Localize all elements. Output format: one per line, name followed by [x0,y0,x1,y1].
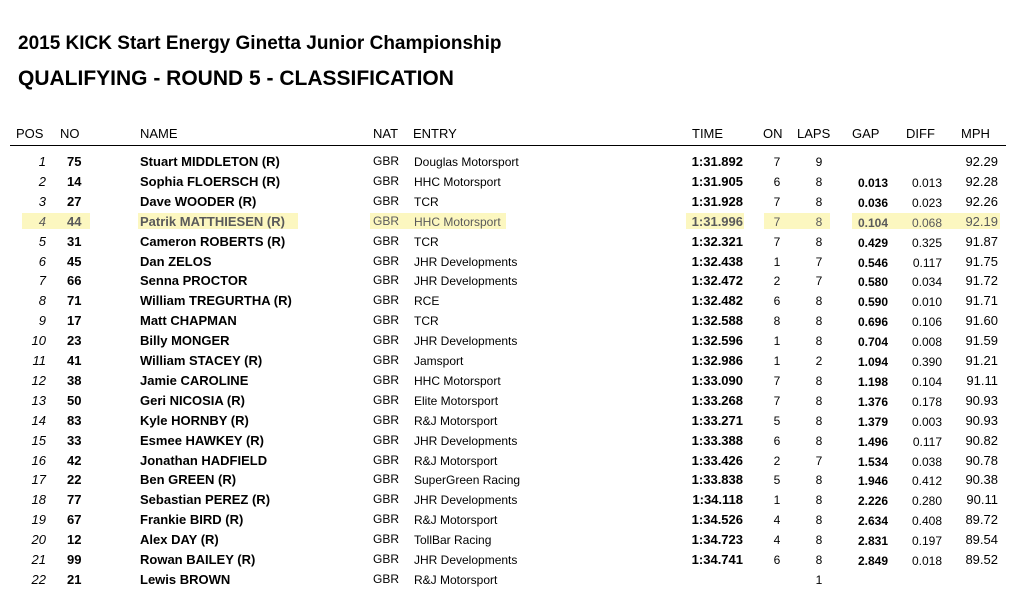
cell-entry: HHC Motorsport [414,174,501,189]
cell-mph: 91.71 [965,293,998,309]
cell-diff: 0.038 [911,454,942,469]
cell-name: Sebastian PEREZ (R) [140,492,271,508]
cell-nat: GBR [373,193,400,208]
cell-diff: 0.008 [911,335,942,350]
cell-entry: RCE [414,294,440,309]
cell-name: Senna PROCTOR [140,273,248,289]
cell-on: 6 [773,174,781,189]
cell-time: 1:34.118 [692,492,743,508]
header-entry: ENTRY [413,126,457,141]
table-row [0,290,1024,310]
cell-nat: GBR [373,233,400,248]
cell-nat: GBR [373,213,400,228]
cell-pos: 6 [38,253,46,269]
header-gap: GAP [852,126,880,141]
cell-on: 1 [773,493,781,508]
cell-time: 1:34.723 [691,532,743,548]
cell-name: Cameron ROBERTS (R) [140,233,286,249]
cell-mph: 91.87 [965,233,998,249]
cell-mph: 90.82 [965,432,998,448]
cell-entry: R&J Motorsport [414,513,498,528]
cell-on: 4 [773,513,781,528]
cell-on: 7 [773,393,781,408]
header-nat: NAT [373,126,399,141]
cell-diff: 0.280 [911,494,942,509]
cell-on: 6 [773,553,781,567]
cell-gap: 0.104 [857,215,888,230]
cell-gap: 0.429 [857,235,888,250]
header-mph: MPH [961,126,990,141]
cell-mph: 92.29 [965,154,998,169]
cell-no: 22 [67,472,82,488]
cell-gap: 2.831 [857,534,888,549]
cell-laps: 8 [815,493,823,508]
cell-name: Alex DAY (R) [140,532,219,548]
cell-gap: 0.696 [857,315,888,330]
cell-no: 27 [67,193,82,209]
header-name: NAME [140,126,178,141]
cell-time: 1:31.892 [691,154,743,169]
table-row [0,549,1024,569]
cell-entry: JHR Developments [414,334,518,349]
cell-no: 12 [67,532,82,548]
cell-name: Dave WOODER (R) [140,193,257,209]
cell-on: 7 [773,214,781,229]
cell-time: 1:33.268 [691,392,743,408]
cell-name: Jonathan HADFIELD [140,452,268,468]
cell-no: 21 [67,571,82,587]
cell-on: 7 [773,155,781,169]
cell-name: William STACEY (R) [140,353,263,368]
cell-mph: 90.78 [965,452,998,468]
cell-gap: 1.376 [857,394,888,409]
cell-name: Frankie BIRD (R) [140,512,244,528]
table-row [0,469,1024,489]
cell-laps: 9 [815,155,823,169]
table-row [0,390,1024,410]
cell-laps: 8 [815,473,823,488]
cell-mph: 89.54 [965,532,998,548]
cell-diff: 0.023 [911,195,942,210]
cell-laps: 8 [815,413,823,428]
cell-gap: 0.580 [857,275,888,290]
cell-nat: GBR [373,532,400,547]
cell-nat: GBR [373,392,400,407]
cell-on: 5 [773,413,781,428]
cell-entry: R&J Motorsport [414,453,498,468]
cell-name: Ben GREEN (R) [140,472,237,488]
cell-gap: 0.590 [857,295,888,310]
cell-entry: JHR Developments [414,254,518,269]
cell-no: 71 [67,293,82,309]
cell-nat: GBR [373,353,400,367]
cell-entry: JHR Developments [414,493,518,508]
cell-gap: 0.036 [857,195,888,210]
cell-mph: 90.93 [965,412,998,428]
cell-pos: 22 [31,571,46,587]
cell-on: 5 [773,473,781,488]
cell-name: Kyle HORNBY (R) [140,412,249,428]
cell-pos: 8 [38,293,46,309]
header-divider [10,145,1006,146]
table-row [0,529,1024,549]
cell-mph: 90.11 [966,492,998,508]
cell-nat: GBR [373,273,400,288]
cell-time: 1:32.588 [691,313,743,329]
cell-nat: GBR [373,412,400,427]
cell-diff: 0.104 [911,374,942,389]
cell-entry: JHR Developments [414,553,518,567]
cell-time: 1:34.741 [691,552,743,567]
cell-time: 1:31.928 [691,193,743,209]
cell-no: 17 [67,313,82,329]
cell-time: 1:33.090 [691,372,743,388]
cell-name: William TREGURTHA (R) [140,293,292,309]
cell-diff: 0.034 [911,275,942,290]
cell-time: 1:33.838 [691,472,743,488]
cell-entry: HHC Motorsport [414,373,501,388]
cell-gap: 1.534 [857,454,888,469]
cell-pos: 2 [38,173,46,189]
cell-on: 1 [773,334,781,349]
cell-entry: TCR [414,314,439,329]
cell-time: 1:32.321 [691,233,743,249]
cell-no: 66 [67,273,82,289]
cell-no: 77 [67,492,82,508]
cell-no: 23 [67,333,82,349]
table-row [0,410,1024,430]
cell-entry: Elite Motorsport [414,393,499,408]
cell-gap: 2.849 [857,554,888,568]
cell-time: 1:33.426 [691,452,743,468]
cell-gap: 1.379 [857,414,888,429]
cell-laps: 7 [815,254,823,269]
table-row [0,171,1024,191]
cell-diff: 0.117 [912,255,942,270]
cell-pos: 4 [38,213,46,229]
cell-no: 33 [67,432,82,448]
cell-pos: 1 [38,154,46,169]
cell-time: 1:31.905 [691,173,743,189]
cell-gap: 2.226 [857,494,888,509]
cell-laps: 8 [815,214,823,229]
cell-no: 50 [67,392,82,408]
cell-pos: 7 [38,273,46,289]
table-row [0,251,1024,271]
cell-on: 2 [773,274,781,289]
cell-laps: 8 [815,334,823,349]
cell-no: 41 [67,353,82,368]
cell-laps: 8 [815,373,823,388]
cell-diff: 0.408 [911,514,942,529]
cell-diff: 0.325 [911,235,942,250]
cell-on: 6 [773,433,781,448]
cell-on: 6 [773,294,781,309]
cell-laps: 8 [815,393,823,408]
cell-time: 1:32.438 [691,253,743,269]
cell-pos: 5 [38,233,46,249]
cell-laps: 8 [815,513,823,528]
cell-diff: 0.013 [911,175,942,190]
cell-entry: JHR Developments [414,433,518,448]
cell-on: 4 [773,533,781,548]
cell-name: Geri NICOSIA (R) [140,392,245,408]
document-title: 2015 KICK Start Energy Ginetta Junior Championship [18,33,502,54]
cell-laps: 8 [815,314,823,329]
cell-laps: 8 [815,553,823,567]
cell-time: 1:31.996 [691,213,743,229]
cell-mph: 89.52 [965,552,998,567]
cell-pos: 20 [31,532,46,548]
cell-nat: GBR [373,492,400,507]
cell-no: 31 [67,233,82,249]
table-row [0,489,1024,509]
cell-pos: 16 [31,452,46,468]
cell-entry: SuperGreen Racing [414,473,521,488]
table-row [0,370,1024,390]
cell-gap: 1.198 [857,374,888,389]
cell-on: 7 [773,194,781,209]
cell-nat: GBR [373,432,400,447]
table-row [0,270,1024,290]
cell-diff: 0.178 [911,394,942,409]
cell-gap: 0.704 [857,335,888,350]
header-laps: LAPS [797,126,831,141]
cell-nat: GBR [373,253,400,268]
table-row [0,310,1024,330]
cell-mph: 91.21 [965,353,998,368]
cell-nat: GBR [373,452,400,467]
cell-nat: GBR [373,313,400,328]
cell-pos: 14 [31,412,46,428]
cell-no: 42 [67,452,82,468]
cell-gap: 2.634 [857,514,888,529]
cell-no: 75 [67,154,82,169]
cell-mph: 90.38 [965,472,998,488]
cell-diff: 0.117 [912,434,942,449]
cell-time: 1:32.986 [691,353,743,368]
cell-laps: 8 [815,294,823,309]
cell-diff: 0.068 [911,215,942,230]
cell-name: Stuart MIDDLETON (R) [140,154,280,169]
cell-time: 1:32.596 [691,333,743,349]
cell-on: 2 [773,453,781,468]
table-row [0,509,1024,529]
cell-entry: Jamsport [414,354,464,368]
cell-gap: 1.946 [857,474,888,489]
cell-name: Billy MONGER [140,333,230,349]
cell-on: 8 [773,314,781,329]
cell-nat: GBR [373,472,400,487]
cell-nat: GBR [373,512,400,527]
table-row [0,430,1024,450]
cell-laps: 8 [815,433,823,448]
cell-name: Patrik MATTHIESEN (R) [140,213,285,229]
cell-mph: 92.28 [965,173,998,189]
cell-pos: 10 [31,333,46,349]
cell-nat: GBR [373,154,400,168]
cell-nat: GBR [373,333,400,348]
cell-pos: 12 [31,372,46,388]
cell-on: 7 [773,373,781,388]
cell-mph: 91.72 [965,273,998,289]
cell-nat: GBR [373,571,400,586]
cell-laps: 7 [815,274,823,289]
cell-mph: 89.72 [965,512,998,528]
cell-laps: 8 [815,194,823,209]
cell-diff: 0.010 [911,295,942,310]
cell-name: Sophia FLOERSCH (R) [140,173,281,189]
cell-mph: 91.59 [965,333,998,349]
cell-entry: JHR Developments [414,274,518,289]
cell-no: 99 [67,552,82,567]
cell-no: 83 [67,412,82,428]
cell-entry: TCR [414,234,439,249]
cell-entry: HHC Motorsport [414,214,501,229]
header-time: TIME [692,126,724,141]
table-row [0,231,1024,251]
cell-name: Dan ZELOS [140,253,212,269]
cell-name: Matt CHAPMAN [140,313,237,329]
cell-pos: 13 [31,392,46,408]
cell-mph: 90.93 [965,392,998,408]
header-no: NO [60,126,80,141]
cell-entry: TCR [414,194,439,209]
cell-diff: 0.018 [911,554,942,568]
cell-time: 1:33.271 [691,412,743,428]
table-row [0,450,1024,470]
cell-time: 1:32.482 [691,293,743,309]
cell-no: 67 [67,512,82,528]
cell-nat: GBR [373,552,400,566]
cell-pos: 3 [38,193,46,209]
table-row [0,191,1024,211]
cell-time: 1:33.388 [691,432,743,448]
cell-diff: 0.003 [911,414,942,429]
table-row [0,330,1024,350]
cell-no: 14 [67,173,82,189]
cell-time: 1:32.472 [691,273,743,289]
cell-pos: 19 [31,512,46,528]
cell-pos: 11 [32,353,46,368]
cell-laps: 8 [815,174,823,189]
cell-laps: 7 [815,453,823,468]
cell-gap: 1.496 [857,434,888,449]
cell-nat: GBR [373,173,400,188]
document-subtitle: QUALIFYING - ROUND 5 - CLASSIFICATION [18,67,454,90]
cell-pos: 21 [31,552,46,567]
cell-diff: 0.106 [911,315,942,330]
cell-name: Jamie CAROLINE [140,372,249,388]
header-on: ON [763,126,783,141]
cell-no: 45 [67,253,82,269]
cell-gap: 0.546 [857,255,888,270]
cell-diff: 0.197 [911,534,942,549]
cell-name: Esmee HAWKEY (R) [140,432,265,448]
cell-pos: 15 [31,432,46,448]
cell-pos: 9 [38,313,46,329]
cell-gap: 0.013 [857,175,888,190]
cell-on: 7 [773,234,781,249]
cell-name: Lewis BROWN [140,571,231,587]
cell-mph: 92.26 [965,193,998,209]
cell-nat: GBR [373,372,400,387]
table-row [0,151,1024,171]
cell-entry: R&J Motorsport [414,572,498,587]
cell-mph: 91.75 [965,253,998,269]
cell-entry: Douglas Motorsport [414,155,519,169]
cell-gap: 1.094 [857,355,888,369]
cell-laps: 1 [815,572,823,587]
cell-entry: R&J Motorsport [414,413,498,428]
table-row [0,350,1024,370]
table-row [0,569,1024,589]
cell-diff: 0.412 [911,474,942,489]
cell-pos: 18 [31,492,46,508]
cell-time: 1:34.526 [691,512,743,528]
cell-mph: 91.60 [965,313,998,329]
cell-laps: 8 [815,234,823,249]
cell-no: 44 [67,213,82,229]
table-row [0,211,1024,231]
cell-on: 1 [773,254,781,269]
cell-laps: 8 [815,533,823,548]
cell-diff: 0.390 [911,355,942,369]
cell-pos: 17 [31,472,46,488]
cell-on: 1 [773,354,781,368]
cell-name: Rowan BAILEY (R) [140,552,256,567]
cell-entry: TollBar Racing [414,533,492,548]
cell-nat: GBR [373,293,400,308]
cell-mph: 91.11 [966,372,998,388]
header-pos: POS [16,126,44,141]
cell-laps: 2 [815,354,823,368]
cell-no: 38 [67,372,82,388]
cell-mph: 92.19 [965,213,998,229]
header-diff: DIFF [906,126,935,141]
